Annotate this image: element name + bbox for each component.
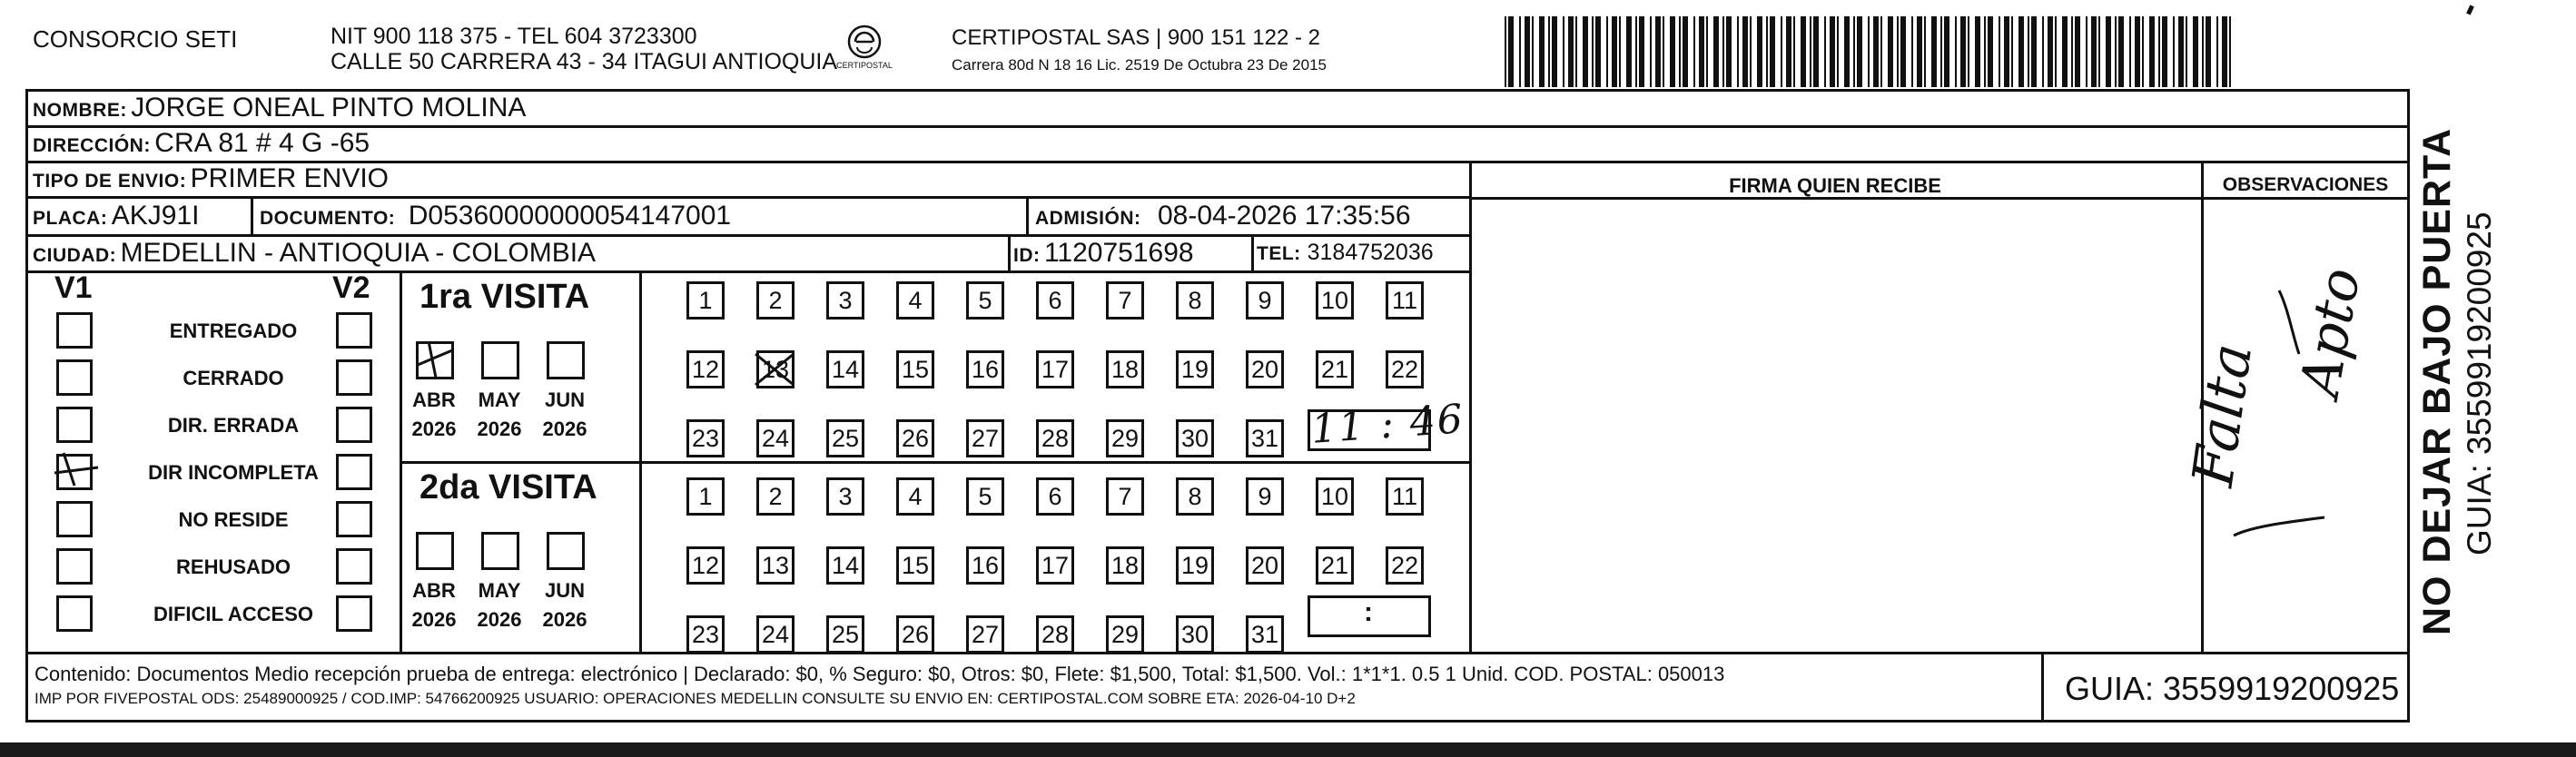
- visit1-month-label-0: ABR: [412, 388, 456, 411]
- status-v1-checkbox-1[interactable]: [56, 359, 93, 396]
- barcode-bar: [1552, 16, 1557, 87]
- visit2-month-box-2[interactable]: [547, 532, 585, 570]
- barcode-bar: [1595, 16, 1601, 87]
- visit2-day-3[interactable]: 3: [826, 477, 864, 516]
- status-v2-checkbox-3[interactable]: [336, 454, 372, 490]
- barcode-bar: [2173, 16, 2175, 87]
- visit2-day-8[interactable]: 8: [1176, 477, 1214, 516]
- visit2-day-11[interactable]: 11: [1386, 477, 1424, 516]
- ciudad-cell: [33, 238, 596, 269]
- barcode-bar: [1810, 16, 1811, 87]
- direccion-label: DIRECCIÓN:: [33, 135, 151, 156]
- visit2-day-5[interactable]: 5: [966, 477, 1004, 516]
- barcode-bar: [1548, 16, 1550, 87]
- status-label-6: DIFICIL ACCESO: [153, 603, 313, 625]
- barcode-bar: [2229, 16, 2231, 87]
- visit1-day-31[interactable]: 31: [1246, 419, 1284, 457]
- barcode-bar: [1699, 16, 1704, 87]
- barcode-bar: [2129, 16, 2131, 87]
- barcode-bar: [2202, 16, 2204, 87]
- visit1-day-28[interactable]: 28: [1036, 419, 1074, 457]
- barcode-bar: [1888, 16, 1893, 87]
- observaciones-note-2: Apto: [2288, 263, 2374, 402]
- barcode-bar: [2186, 16, 2187, 87]
- visit2-day-30[interactable]: 30: [1176, 615, 1214, 654]
- partner-license: Carrera 80d N 18 16 Lic. 2519 De Octubra 23 De 2015: [952, 56, 1327, 74]
- barcode-bar: [2055, 16, 2057, 87]
- visit2-day-14[interactable]: 14: [826, 546, 864, 585]
- visit2-month-year-1: 2026: [477, 608, 522, 631]
- observaciones-header: OBSERVACIONES: [2222, 174, 2389, 195]
- status-v2-checkbox-1[interactable]: [336, 359, 372, 396]
- col-line-firma: [1469, 161, 1472, 652]
- documento-cell: [260, 201, 731, 231]
- barcode-bar: [1984, 16, 1986, 87]
- v2-header: V2: [332, 270, 370, 305]
- barcode-bar: [2011, 16, 2013, 87]
- visit1-day-5[interactable]: 5: [966, 281, 1004, 320]
- barcode-bar: [1968, 16, 1969, 87]
- visit2-day-13[interactable]: 13: [756, 546, 795, 585]
- visit1-day-12[interactable]: 12: [686, 350, 725, 388]
- bottom-edge: [0, 742, 2576, 757]
- barcode-bar: [2062, 16, 2068, 87]
- barcode-bar: [1897, 16, 1899, 87]
- admision-label: ADMISIÓN:: [1035, 208, 1141, 229]
- id-cell: [1013, 238, 1194, 269]
- firma-area[interactable]: [1473, 200, 2199, 650]
- visit2-day-24[interactable]: 24: [756, 615, 795, 654]
- nombre-label: NOMBRE:: [33, 100, 127, 121]
- visit1-day-27[interactable]: 27: [966, 419, 1004, 457]
- ciudad-label: CIUDAD:: [33, 245, 117, 266]
- visit2-day-27[interactable]: 27: [966, 615, 1004, 654]
- barcode-bar: [2178, 16, 2184, 87]
- status-v2-checkbox-2[interactable]: [336, 407, 372, 443]
- visit1-day-20[interactable]: 20: [1246, 350, 1284, 388]
- visit2-day-29[interactable]: 29: [1106, 615, 1144, 654]
- visit2-month-year-0: 2026: [411, 608, 457, 631]
- visit2-day-17[interactable]: 17: [1036, 546, 1074, 585]
- visit1-day-23[interactable]: 23: [686, 419, 725, 457]
- visit1-title: 1ra VISITA: [419, 278, 590, 316]
- visit2-month-label-2: JUN: [544, 579, 585, 602]
- barcode-bar: [2206, 16, 2211, 87]
- documento-label: DOCUMENTO:: [260, 208, 396, 229]
- barcode-bar: [2193, 16, 2198, 87]
- barcode-bar: [1612, 16, 1617, 87]
- observaciones-strokes: [2216, 272, 2388, 599]
- visit1-day-4[interactable]: 4: [896, 281, 934, 320]
- visit2-day-2[interactable]: 2: [756, 477, 795, 516]
- visit2-day-26[interactable]: 26: [896, 615, 934, 654]
- status-v1-checkbox-0[interactable]: [56, 312, 93, 349]
- status-label-0: ENTREGADO: [169, 320, 298, 342]
- firma-header: FIRMA QUIEN RECIBE: [1729, 174, 1941, 197]
- visit1-day-10[interactable]: 10: [1316, 281, 1354, 320]
- barcode-bar: [2149, 16, 2155, 87]
- col-line-id: [1008, 234, 1011, 270]
- visit2-month-label-0: ABR: [412, 579, 456, 602]
- visit1-day-30[interactable]: 30: [1176, 419, 1214, 457]
- visit2-time-sep: :: [1364, 597, 1373, 627]
- barcode-bar: [1619, 16, 1621, 87]
- id-label: ID:: [1013, 245, 1041, 266]
- barcode-bar: [1757, 16, 1762, 87]
- footer-guia: GUIA: 3559919200925: [2065, 670, 2400, 707]
- visit1-month-year-2: 2026: [542, 418, 587, 440]
- visit2-day-9[interactable]: 9: [1246, 477, 1284, 516]
- observaciones-note-1: Falta: [2179, 339, 2265, 491]
- barcode-bar: [1988, 16, 1993, 87]
- barcode-bar: [1857, 16, 1862, 87]
- status-v2-checkbox-5[interactable]: [336, 548, 372, 585]
- barcode-bar: [1663, 16, 1664, 87]
- barcode-bar: [2222, 16, 2227, 87]
- barcode-bar: [1575, 16, 1577, 87]
- barcode-bar: [1635, 16, 1637, 87]
- visit1-day-29[interactable]: 29: [1106, 419, 1144, 457]
- barcode-bar: [1505, 16, 1506, 87]
- status-v1-checkbox-6[interactable]: [56, 595, 93, 632]
- col-line-admision: [1026, 196, 1029, 234]
- barcode-bar: [2004, 16, 2009, 87]
- ciudad-value: MEDELLIN - ANTIOQUIA - COLOMBIA: [120, 238, 597, 268]
- barcode-bar: [1650, 16, 1652, 87]
- barcode-bar: [1592, 16, 1594, 87]
- barcode-bar: [1960, 16, 1966, 87]
- barcode-bar: [2135, 16, 2140, 87]
- tipo-label: TIPO DE ENVIO:: [33, 171, 187, 192]
- barcode-bar: [1639, 16, 1644, 87]
- barcode-bar: [1940, 16, 1942, 87]
- barcode-bar: [1931, 16, 1937, 87]
- direccion-row: [33, 128, 370, 159]
- admision-value: 08-04-2026 17:35:56: [1157, 201, 1411, 231]
- barcode-bar: [1539, 16, 1545, 87]
- visit1-month-label-2: JUN: [544, 388, 585, 411]
- visit2-day-21[interactable]: 21: [1316, 546, 1354, 585]
- side-guia: GUIA: 3559919200925: [2461, 211, 2498, 555]
- corner-mark: [2466, 5, 2474, 15]
- company-name: CONSORCIO SETI: [33, 25, 238, 53]
- footer-line-1: Contenido: Documentos Medio recepción prueba de entrega: electrónico | Declarado: $0, % Seguro: $0, Otros: $0, Flete: $1,500, Total: $1,500. Vol.: 1*1*1. 0.5 1 Unid. COD. POSTAL: 050013: [35, 663, 1725, 685]
- barcode-bar: [1917, 16, 1922, 87]
- barcode-bar: [1737, 16, 1739, 87]
- barcode-bar: [1770, 16, 1775, 87]
- barcode-bar: [2115, 16, 2117, 87]
- barcode-bar: [1781, 16, 1782, 87]
- barcode-bar: [1626, 16, 1632, 87]
- barcode-bar: [1944, 16, 1949, 87]
- visit2-month-label-1: MAY: [478, 579, 521, 602]
- status-v2-checkbox-0[interactable]: [336, 312, 372, 349]
- barcode-bar: [2158, 16, 2160, 87]
- barcode-bar: [1900, 16, 1906, 87]
- barcode-bar: [2216, 16, 2218, 87]
- barcode-bar: [1801, 16, 1806, 87]
- barcode-bar: [1844, 16, 1850, 87]
- logo-text: CERTIPOSTAL: [836, 61, 893, 70]
- visit1-month-box-1[interactable]: [481, 341, 519, 379]
- col-line-tel: [1251, 234, 1254, 270]
- partner-name: CERTIPOSTAL SAS | 900 151 122 - 2: [952, 25, 1320, 50]
- visit2-day-19[interactable]: 19: [1176, 546, 1214, 585]
- row-line-3: [25, 196, 1469, 199]
- visit2-day-6[interactable]: 6: [1036, 477, 1074, 516]
- visit2-day-23[interactable]: 23: [686, 615, 725, 654]
- visit1-day-14[interactable]: 14: [826, 350, 864, 388]
- check-mark-dir-incompleta: [51, 449, 102, 491]
- company-nit: NIT 900 118 375 - TEL 604 3723300: [331, 24, 697, 49]
- barcode-bar: [1868, 16, 1870, 87]
- visit1-month-year-1: 2026: [477, 418, 522, 440]
- status-label-2: DIR. ERRADA: [167, 414, 300, 437]
- barcode-bar: [1793, 16, 1795, 87]
- visit1-month-box-2[interactable]: [547, 341, 585, 379]
- visit1-day-2[interactable]: 2: [756, 281, 795, 320]
- barcode-bar: [1693, 16, 1695, 87]
- barcode-bar: [2071, 16, 2073, 87]
- visit1-day-11[interactable]: 11: [1386, 281, 1424, 320]
- barcode-bar: [1911, 16, 1913, 87]
- barcode-bar: [1722, 16, 1724, 87]
- barcode-bar: [2048, 16, 2053, 87]
- barcode-bar: [2042, 16, 2044, 87]
- frame-divider-right: [2407, 89, 2410, 652]
- barcode-bar: [2162, 16, 2167, 87]
- status-label-1: CERRADO: [183, 367, 284, 389]
- nombre-row: [33, 93, 526, 123]
- col-line-placa: [251, 196, 253, 234]
- visit2-month-box-1[interactable]: [481, 532, 519, 570]
- barcode-bar: [1519, 16, 1521, 87]
- status-v1-checkbox-5[interactable]: [56, 548, 93, 585]
- barcode-bar: [1713, 16, 1719, 87]
- visit1-time-handwritten: 11 : 46: [1309, 396, 1466, 453]
- barcode-bar: [1706, 16, 1708, 87]
- documento-value: D05360000000054147001: [408, 201, 732, 231]
- visit2-day-7[interactable]: 7: [1106, 477, 1144, 516]
- tipo-row: [33, 163, 389, 194]
- tipo-value: PRIMER ENVIO: [190, 163, 390, 193]
- side-warning: NO DEJAR BAJO PUERTA: [2415, 127, 2459, 635]
- barcode-bar: [1655, 16, 1661, 87]
- visit1-day-1[interactable]: 1: [686, 281, 725, 320]
- barcode-bar: [1999, 16, 2000, 87]
- tel-label: TEL:: [1257, 243, 1301, 264]
- barcode-bar: [1683, 16, 1688, 87]
- visit1-day-9[interactable]: 9: [1246, 281, 1284, 320]
- placa-cell: [33, 201, 200, 231]
- barcode-bar: [1853, 16, 1855, 87]
- visit-divider: [400, 461, 1469, 464]
- admision-cell: [1035, 201, 1411, 231]
- nombre-value: JORGE ONEAL PINTO MOLINA: [131, 93, 527, 123]
- visit2-day-16[interactable]: 16: [966, 546, 1004, 585]
- barcode-bar: [1786, 16, 1791, 87]
- barcode-bar: [1880, 16, 1882, 87]
- status-label-3: DIR INCOMPLETA: [148, 461, 319, 484]
- barcode-bar: [1568, 16, 1574, 87]
- barcode-bar: [1813, 16, 1819, 87]
- barcode-bar: [1830, 16, 1835, 87]
- barcode-bar: [1955, 16, 1957, 87]
- status-label-5: REHUSADO: [176, 555, 291, 578]
- barcode-bar: [1837, 16, 1839, 87]
- visit2-day-12[interactable]: 12: [686, 546, 725, 585]
- visit1-day-13[interactable]: 13: [756, 350, 795, 388]
- barcode-bar: [1532, 16, 1534, 87]
- barcode-bar: [1766, 16, 1768, 87]
- barcode-bar: [1606, 16, 1608, 87]
- visit2-day-25[interactable]: 25: [826, 615, 864, 654]
- visit1-day-22[interactable]: 22: [1386, 350, 1424, 388]
- row-line-1: [25, 125, 2407, 128]
- barcode-bar: [1924, 16, 1926, 87]
- barcode-bar: [2018, 16, 2024, 87]
- visit2-title: 2da VISITA: [419, 468, 597, 506]
- visit1-day-21[interactable]: 21: [1316, 350, 1354, 388]
- barcode-bar: [2031, 16, 2037, 87]
- visit1-day-19[interactable]: 19: [1176, 350, 1214, 388]
- certipostal-logo: [834, 22, 895, 76]
- barcode-bar: [1726, 16, 1732, 87]
- visit2-month-year-2: 2026: [542, 608, 587, 631]
- status-v2-checkbox-6[interactable]: [336, 595, 372, 632]
- visit1-day-15[interactable]: 15: [896, 350, 934, 388]
- visit1-month-year-0: 2026: [411, 418, 457, 440]
- barcode-bar: [2098, 16, 2100, 87]
- barcode-bar: [2118, 16, 2124, 87]
- placa-label: PLACA:: [33, 208, 108, 229]
- visit1-day-18[interactable]: 18: [1106, 350, 1144, 388]
- barcode-bar: [1975, 16, 1980, 87]
- barcode: [1503, 16, 2238, 87]
- barcode-bar: [1583, 16, 1588, 87]
- v1-header: V1: [54, 270, 93, 305]
- visit2-day-10[interactable]: 10: [1316, 477, 1354, 516]
- barcode-bar: [2075, 16, 2080, 87]
- barcode-bar: [2086, 16, 2087, 87]
- visit1-day-8[interactable]: 8: [1176, 281, 1214, 320]
- barcode-bar: [2106, 16, 2111, 87]
- visit2-day-20[interactable]: 20: [1246, 546, 1284, 585]
- visit1-day-25[interactable]: 25: [826, 419, 864, 457]
- barcode-bar: [2091, 16, 2097, 87]
- visit2-day-18[interactable]: 18: [1106, 546, 1144, 585]
- visit1-day-6[interactable]: 6: [1036, 281, 1074, 320]
- visit2-month-box-0[interactable]: [416, 532, 454, 570]
- visit2-day-28[interactable]: 28: [1036, 615, 1074, 654]
- id-value: 1120751698: [1043, 238, 1194, 268]
- status-v2-checkbox-4[interactable]: [336, 501, 372, 537]
- barcode-bar: [2142, 16, 2144, 87]
- tel-value: 3184752036: [1307, 240, 1434, 265]
- visit1-day-13-cross: [750, 349, 799, 390]
- barcode-bar: [1563, 16, 1564, 87]
- visit2-day-22[interactable]: 22: [1386, 546, 1424, 585]
- visit1-day-24[interactable]: 24: [756, 419, 795, 457]
- barcode-bar: [1525, 16, 1530, 87]
- company-address: CALLE 50 CARRERA 43 - 34 ITAGUI ANTIOQUIA: [331, 49, 838, 74]
- status-v1-checkbox-2[interactable]: [56, 407, 93, 443]
- visit1-day-16[interactable]: 16: [966, 350, 1004, 388]
- visit2-day-1[interactable]: 1: [686, 477, 725, 516]
- tel-cell: [1257, 240, 1434, 266]
- footer-line-2: IMP POR FIVEPOSTAL ODS: 25489000925 / COD.IMP: 54766200925 USUARIO: OPERACIONES MEDELLIN CONSULTE SU ENVIO EN: CERTIPOSTAL.COM SOBRE ETA: 2026-04-10 D+2: [35, 690, 1356, 707]
- barcode-bar: [1873, 16, 1879, 87]
- visit1-day-3[interactable]: 3: [826, 281, 864, 320]
- barcode-bar: [1742, 16, 1748, 87]
- visit2-day-15[interactable]: 15: [896, 546, 934, 585]
- row-line-5: [25, 270, 1469, 273]
- col-line-footer-guia: [2041, 652, 2044, 723]
- visit1-day-26[interactable]: 26: [896, 419, 934, 457]
- barcode-bar: [1750, 16, 1752, 87]
- direccion-value: CRA 81 # 4 G -65: [154, 128, 370, 158]
- row-line-footer: [25, 652, 2410, 654]
- status-v1-checkbox-4[interactable]: [56, 501, 93, 537]
- barcode-bar: [1508, 16, 1514, 87]
- barcode-bar: [1670, 16, 1675, 87]
- visit1-day-7[interactable]: 7: [1106, 281, 1144, 320]
- barcode-bar: [2028, 16, 2029, 87]
- visit1-month-check: [412, 338, 459, 381]
- visit2-day-4[interactable]: 4: [896, 477, 934, 516]
- placa-value: AKJ91I: [111, 201, 200, 231]
- visit1-day-17[interactable]: 17: [1036, 350, 1074, 388]
- barcode-bar: [1824, 16, 1826, 87]
- visit2-day-31[interactable]: 31: [1246, 615, 1284, 654]
- barcode-bar: [1679, 16, 1681, 87]
- status-label-4: NO RESIDE: [178, 508, 289, 531]
- visit1-month-label-1: MAY: [478, 388, 521, 411]
